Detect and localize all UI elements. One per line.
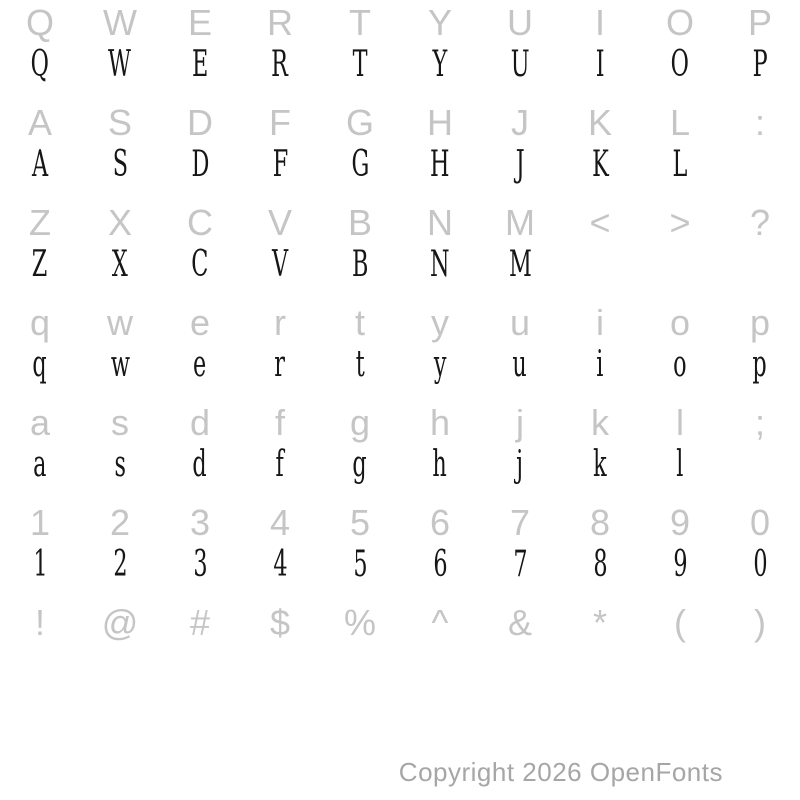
sample-glyph: q bbox=[32, 344, 48, 385]
reference-glyph: H bbox=[427, 102, 453, 143]
reference-glyph: E bbox=[187, 2, 212, 43]
sample-glyph-cell bbox=[720, 145, 800, 200]
sample-glyph-cell bbox=[80, 245, 160, 300]
sample-glyph-cell bbox=[560, 245, 640, 300]
sample-glyph: k bbox=[593, 444, 607, 485]
sample-glyph-cell bbox=[560, 145, 640, 200]
sample-glyph: V bbox=[271, 244, 289, 285]
reference-glyph: 7 bbox=[509, 502, 531, 543]
sample-glyph: W bbox=[108, 44, 132, 85]
sample-glyph: G bbox=[351, 144, 369, 185]
sample-glyph: 5 bbox=[352, 544, 368, 585]
sample-glyph-cell bbox=[400, 145, 480, 200]
sample-glyph: 1 bbox=[32, 544, 48, 585]
sample-glyph-cell bbox=[640, 245, 720, 300]
sample-glyph-cell bbox=[320, 45, 400, 100]
glyph-section-digits-row bbox=[0, 500, 800, 600]
reference-glyph: @ bbox=[101, 602, 139, 643]
sample-glyph-cell bbox=[320, 545, 400, 600]
reference-glyph: w bbox=[107, 302, 133, 343]
sample-glyph-cell bbox=[480, 245, 560, 300]
reference-glyph: F bbox=[269, 102, 291, 143]
reference-glyph: r bbox=[274, 302, 286, 343]
sample-glyph: K bbox=[591, 144, 609, 185]
reference-glyph: A bbox=[27, 102, 52, 143]
sample-glyph: 2 bbox=[112, 544, 128, 585]
sample-glyph-cell bbox=[160, 545, 240, 600]
sample-glyph: 6 bbox=[432, 544, 448, 585]
sample-glyph-cell bbox=[560, 345, 640, 400]
reference-glyph: I bbox=[594, 2, 605, 43]
sample-glyph: 9 bbox=[672, 544, 688, 585]
reference-glyph: g bbox=[349, 402, 371, 443]
sample-glyph-cell bbox=[640, 345, 720, 400]
sample-glyph: F bbox=[272, 144, 288, 185]
sample-glyph: r bbox=[274, 344, 286, 385]
reference-glyph: O bbox=[665, 2, 694, 43]
sample-glyph-cell bbox=[80, 445, 160, 500]
sample-glyph: a bbox=[33, 444, 47, 485]
sample-glyph-cell bbox=[400, 345, 480, 400]
sample-glyph-cell bbox=[0, 545, 80, 600]
sample-glyph: f bbox=[275, 444, 285, 485]
sample-glyph: N bbox=[430, 244, 450, 285]
sample-glyph-cell bbox=[160, 345, 240, 400]
sample-glyph: w bbox=[110, 344, 130, 385]
reference-glyph: h bbox=[429, 402, 451, 443]
reference-glyph: u bbox=[509, 302, 531, 343]
sample-glyph-cell bbox=[640, 145, 720, 200]
sample-glyph: H bbox=[430, 144, 450, 185]
sample-glyph-cell bbox=[240, 145, 320, 200]
reference-glyph: % bbox=[343, 602, 376, 643]
reference-line bbox=[0, 100, 800, 145]
sample-glyph-cell bbox=[0, 145, 80, 200]
glyph-section-lowercase-top-row bbox=[0, 300, 800, 400]
glyph-section-uppercase-bottom-row bbox=[0, 200, 800, 300]
reference-glyph: o bbox=[669, 302, 691, 343]
sample-glyph: J bbox=[515, 144, 525, 185]
reference-line bbox=[0, 400, 800, 445]
sample-glyph: D bbox=[191, 144, 209, 185]
sample-glyph-cell bbox=[560, 445, 640, 500]
reference-line bbox=[0, 0, 800, 45]
reference-glyph: s bbox=[111, 402, 129, 443]
reference-glyph: $ bbox=[269, 602, 291, 643]
sample-glyph-cell bbox=[400, 545, 480, 600]
sample-glyph: 3 bbox=[192, 544, 208, 585]
reference-glyph: 4 bbox=[269, 502, 291, 543]
sample-glyph-cell bbox=[240, 245, 320, 300]
reference-line bbox=[0, 500, 800, 545]
sample-glyph-cell bbox=[240, 45, 320, 100]
sample-glyph-cell bbox=[720, 45, 800, 100]
sample-glyph-cell bbox=[0, 245, 80, 300]
reference-glyph: X bbox=[107, 202, 132, 243]
sample-glyph-cell bbox=[560, 45, 640, 100]
sample-line bbox=[0, 345, 800, 400]
sample-glyph-cell bbox=[560, 545, 640, 600]
sample-line bbox=[0, 45, 800, 100]
sample-glyph: S bbox=[112, 144, 128, 185]
sample-glyph-cell bbox=[640, 45, 720, 100]
reference-glyph: 1 bbox=[29, 502, 51, 543]
reference-glyph: R bbox=[267, 2, 293, 43]
reference-glyph: p bbox=[749, 302, 771, 343]
sample-glyph: 7 bbox=[512, 544, 528, 585]
reference-glyph: 2 bbox=[109, 502, 131, 543]
reference-glyph: e bbox=[189, 302, 211, 343]
reference-glyph: L bbox=[669, 102, 691, 143]
sample-glyph: p bbox=[752, 344, 768, 385]
sample-glyph: A bbox=[31, 144, 49, 185]
sample-glyph: u bbox=[512, 344, 528, 385]
reference-glyph: ; bbox=[754, 402, 765, 443]
sample-glyph: y bbox=[433, 344, 447, 385]
reference-glyph: ) bbox=[754, 602, 766, 643]
reference-glyph: K bbox=[587, 102, 612, 143]
reference-glyph: ( bbox=[674, 602, 686, 643]
sample-glyph: E bbox=[191, 44, 209, 85]
sample-glyph: M bbox=[508, 244, 532, 285]
sample-glyph-cell bbox=[400, 445, 480, 500]
reference-glyph: 9 bbox=[669, 502, 691, 543]
reference-glyph: f bbox=[274, 402, 285, 443]
sample-glyph: P bbox=[752, 44, 768, 85]
reference-glyph: 5 bbox=[349, 502, 371, 543]
reference-glyph: D bbox=[187, 102, 213, 143]
sample-glyph: Z bbox=[32, 244, 48, 285]
sample-line bbox=[0, 245, 800, 300]
reference-line bbox=[0, 600, 800, 645]
sample-glyph: L bbox=[672, 144, 688, 185]
glyph-section-uppercase-home-row bbox=[0, 100, 800, 200]
reference-glyph: ^ bbox=[431, 602, 449, 643]
sample-glyph-cell bbox=[400, 245, 480, 300]
sample-glyph-cell bbox=[720, 245, 800, 300]
reference-glyph: G bbox=[345, 102, 374, 143]
sample-glyph-cell bbox=[160, 45, 240, 100]
sample-glyph: O bbox=[670, 44, 690, 85]
reference-glyph: t bbox=[354, 302, 365, 343]
sample-glyph-cell bbox=[320, 345, 400, 400]
sample-glyph: 4 bbox=[272, 544, 288, 585]
reference-glyph: : bbox=[754, 102, 765, 143]
sample-glyph-cell bbox=[240, 345, 320, 400]
sample-glyph: s bbox=[114, 444, 126, 485]
reference-line bbox=[0, 300, 800, 345]
sample-glyph-cell bbox=[480, 45, 560, 100]
sample-glyph-cell bbox=[240, 445, 320, 500]
copyright-text: Copyright 2026 OpenFonts bbox=[398, 757, 723, 787]
reference-line bbox=[0, 200, 800, 245]
reference-glyph: k bbox=[591, 402, 609, 443]
sample-line bbox=[0, 545, 800, 600]
reference-glyph: Y bbox=[427, 2, 452, 43]
reference-glyph: 6 bbox=[429, 502, 451, 543]
reference-glyph: 3 bbox=[189, 502, 211, 543]
sample-glyph-cell bbox=[320, 145, 400, 200]
reference-glyph: ? bbox=[749, 202, 771, 243]
reference-glyph: Z bbox=[29, 202, 51, 243]
reference-glyph: M bbox=[505, 202, 535, 243]
reference-glyph: V bbox=[267, 202, 292, 243]
reference-glyph: B bbox=[347, 202, 372, 243]
reference-glyph: # bbox=[189, 602, 211, 643]
reference-glyph: T bbox=[349, 2, 371, 43]
sample-glyph-cell bbox=[480, 445, 560, 500]
sample-glyph: i bbox=[596, 344, 604, 385]
reference-glyph: W bbox=[103, 2, 137, 43]
sample-glyph: 0 bbox=[752, 544, 768, 585]
sample-glyph-cell bbox=[640, 545, 720, 600]
sample-glyph: U bbox=[510, 44, 530, 85]
reference-glyph: C bbox=[187, 202, 213, 243]
sample-glyph: Q bbox=[30, 44, 50, 85]
reference-glyph: a bbox=[29, 402, 51, 443]
sample-glyph-cell bbox=[0, 345, 80, 400]
reference-glyph: N bbox=[427, 202, 453, 243]
reference-glyph: ! bbox=[34, 602, 45, 643]
sample-glyph-cell bbox=[480, 345, 560, 400]
sample-glyph-cell bbox=[160, 445, 240, 500]
sample-glyph-cell bbox=[240, 545, 320, 600]
sample-glyph: 8 bbox=[592, 544, 608, 585]
sample-glyph: X bbox=[112, 244, 128, 285]
reference-glyph: d bbox=[189, 402, 211, 443]
sample-glyph-cell bbox=[720, 345, 800, 400]
reference-glyph: * bbox=[592, 602, 607, 643]
sample-glyph: Y bbox=[432, 44, 448, 85]
sample-glyph-cell bbox=[0, 445, 80, 500]
sample-glyph-cell bbox=[720, 445, 800, 500]
sample-glyph: R bbox=[271, 44, 289, 85]
reference-glyph: j bbox=[516, 402, 524, 443]
sample-glyph-cell bbox=[80, 45, 160, 100]
sample-glyph: o bbox=[673, 344, 687, 385]
sample-glyph-cell bbox=[80, 345, 160, 400]
sample-glyph: l bbox=[676, 444, 684, 485]
sample-glyph-cell bbox=[320, 245, 400, 300]
sample-glyph: C bbox=[191, 244, 209, 285]
sample-glyph: g bbox=[352, 444, 368, 485]
sample-glyph-cell bbox=[640, 445, 720, 500]
reference-glyph: U bbox=[507, 2, 533, 43]
sample-glyph: d bbox=[192, 444, 208, 485]
reference-glyph: q bbox=[29, 302, 51, 343]
reference-glyph: y bbox=[431, 302, 449, 343]
sample-glyph-cell bbox=[80, 545, 160, 600]
sample-glyph-cell bbox=[80, 145, 160, 200]
sample-glyph-cell bbox=[320, 445, 400, 500]
sample-glyph: B bbox=[351, 244, 369, 285]
reference-glyph: i bbox=[596, 302, 604, 343]
sample-glyph: e bbox=[193, 344, 207, 385]
reference-glyph: J bbox=[511, 102, 529, 143]
glyph-section-uppercase-top-row bbox=[0, 0, 800, 100]
sample-glyph: h bbox=[432, 444, 448, 485]
sample-glyph: t bbox=[355, 344, 365, 385]
sample-glyph-cell bbox=[400, 45, 480, 100]
glyph-section-symbols-row bbox=[0, 600, 800, 700]
reference-glyph: l bbox=[676, 402, 684, 443]
sample-glyph-cell bbox=[480, 145, 560, 200]
sample-glyph: I bbox=[595, 44, 605, 85]
reference-glyph: S bbox=[107, 102, 132, 143]
reference-glyph: > bbox=[669, 202, 691, 243]
sample-glyph-cell bbox=[480, 545, 560, 600]
reference-glyph: Q bbox=[25, 2, 54, 43]
reference-glyph: 8 bbox=[589, 502, 611, 543]
reference-glyph: 0 bbox=[749, 502, 771, 543]
sample-line bbox=[0, 445, 800, 500]
sample-glyph: j bbox=[516, 444, 524, 485]
sample-glyph-cell bbox=[0, 45, 80, 100]
reference-glyph: < bbox=[589, 202, 611, 243]
sample-glyph: T bbox=[352, 44, 368, 85]
reference-glyph: & bbox=[507, 602, 532, 643]
sample-glyph-cell bbox=[720, 545, 800, 600]
sample-glyph-cell bbox=[160, 145, 240, 200]
sample-line bbox=[0, 145, 800, 200]
reference-glyph: P bbox=[747, 2, 772, 43]
glyph-section-lowercase-home-row bbox=[0, 400, 800, 500]
sample-glyph-cell bbox=[160, 245, 240, 300]
